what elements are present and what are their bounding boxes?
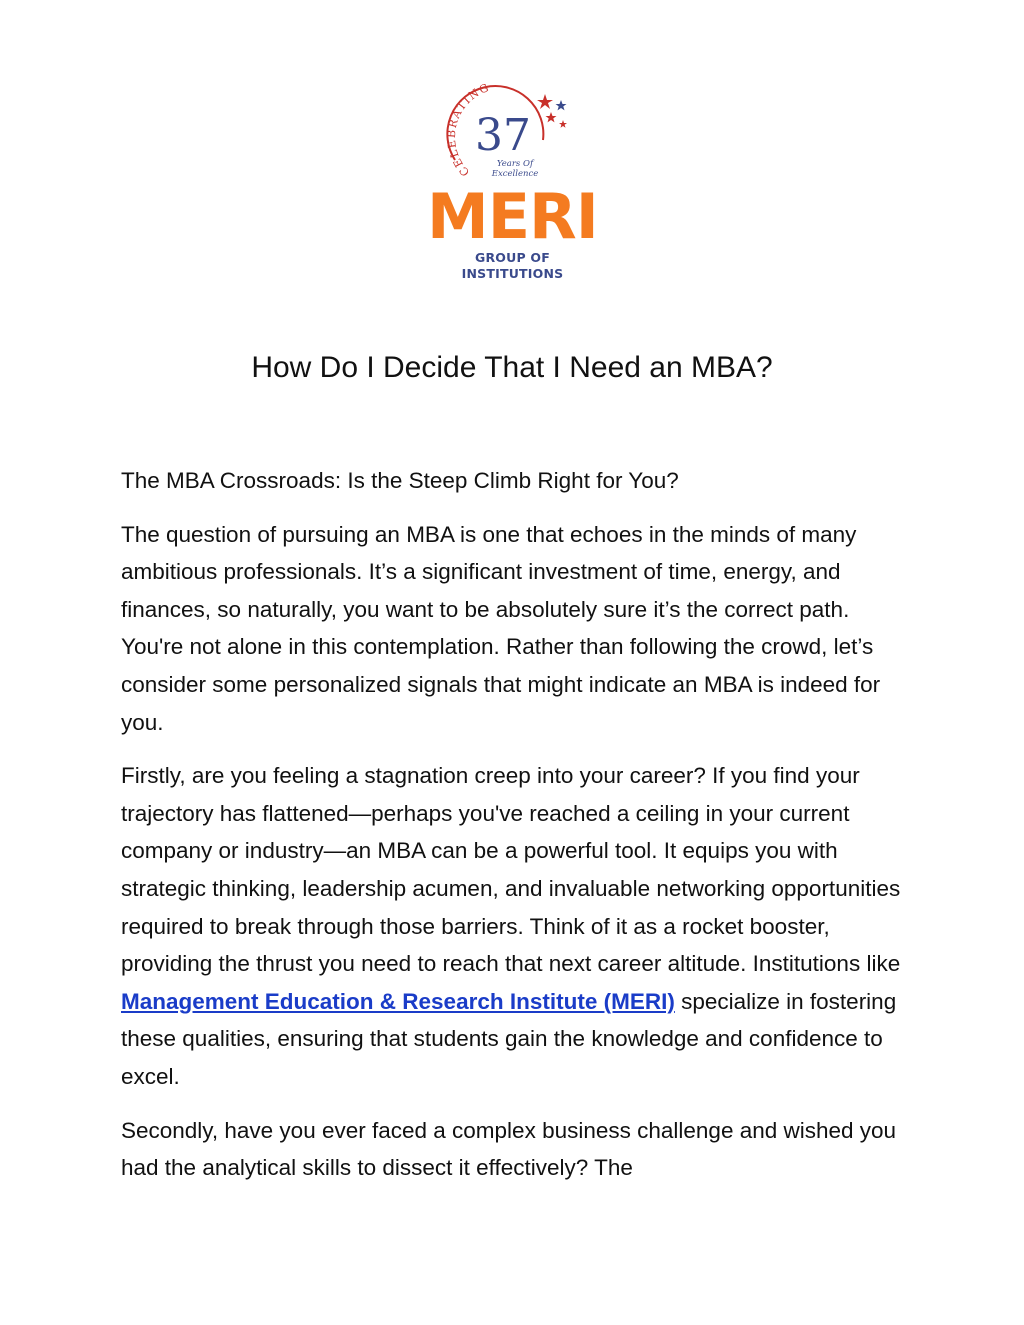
subtitle: The MBA Crossroads: Is the Steep Climb Right for You? [121,468,679,493]
paragraph-1: The question of pursuing an MBA is one that echoes in the minds of many ambitious professionals. It’s a significant investment of time, energy, and finances, so naturally, you want to be absolutely sure it’s the correct path. You're not alone in this contemplation. Rather than following the crowd, let’s consider some personalized signals that might indicate an MBA is indeed for you. [121,521,881,735]
page-title: How Do I Decide That I Need an MBA? [251,351,773,384]
celebrating-37-emblem [425,80,600,190]
paragraph-3: Secondly, have you ever faced a complex business challenge and wished you had the analytical skills to dissect it effectively? The [121,1117,897,1181]
celebrating-arc-text: CELEBRATING [444,80,492,179]
group-of-institutions-text: GROUP OF INSTITUTIONS [461,250,564,281]
paragraph-2-text-after: specialize in fostering these qualities, ensuring that students gain the knowledge and confidence to excel. [121,988,897,1089]
paragraph-2 [121,757,911,1095]
meri-brand-text: MERI [427,180,598,253]
excellence-text: Excellence [491,169,539,179]
years-of-text: Years Of [496,159,534,169]
meri-logo [425,80,600,281]
meri-link[interactable]: Management Education & Research Institute (MERI) [121,988,675,1014]
article-body [121,462,911,1203]
paragraph-2-text-before: Firstly, are you feeling a stagnation creep into your career? If you find your trajectory has flattened—perhaps you've reached a ceiling in your current company or industry—an MBA can be a powerful tool. It equips you with strategic thinking, leadership acumen, and invaluable networking opportunities required to break through those barriers. Think of it as a rocket booster, providing the thrust you need to reach that next career altitude. Institutions like [121,763,901,977]
years-number: 37 [475,110,531,161]
